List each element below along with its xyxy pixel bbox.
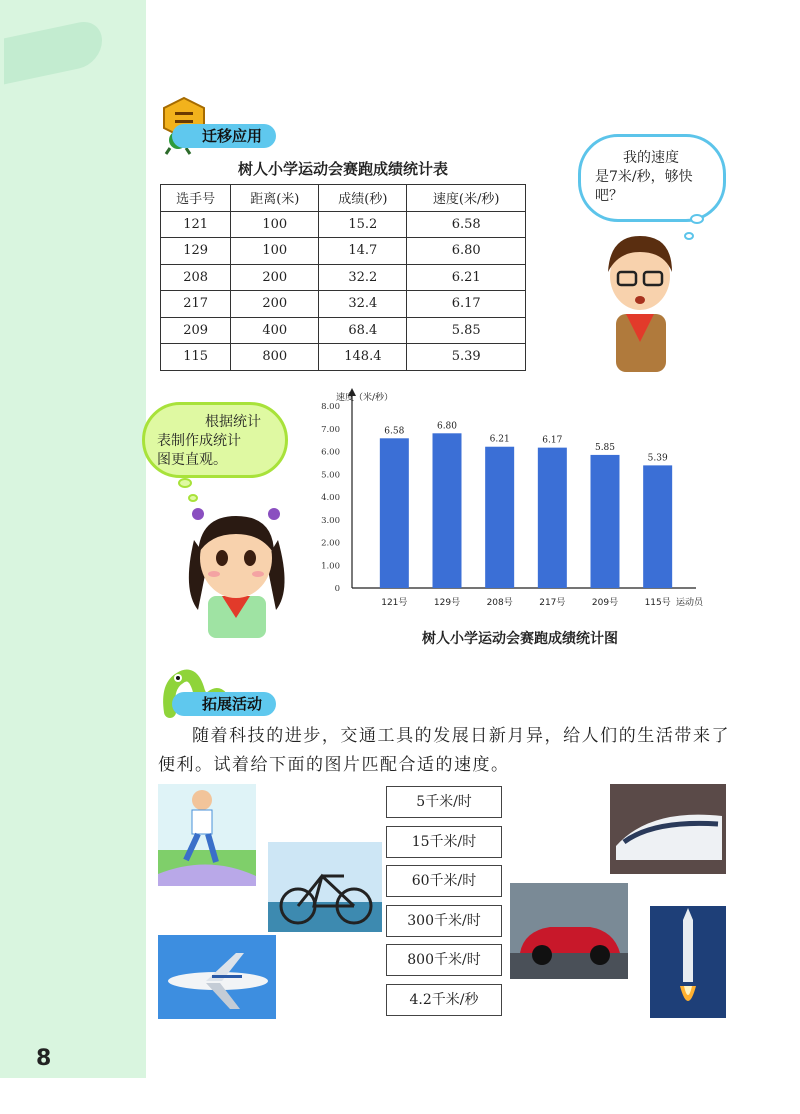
side-tab-decoration <box>4 18 102 85</box>
section-badge-transfer: 迁移应用 <box>172 124 276 148</box>
table-cell: 6.80 <box>407 238 526 265</box>
bubble-line: 表制作成统计 <box>157 433 241 449</box>
bubble-line: 吧？ <box>595 188 623 204</box>
bar-value-label: 5.39 <box>647 453 668 464</box>
table-cell: 5.39 <box>407 344 526 371</box>
speed-option[interactable]: 4.2千米/秒 <box>386 984 502 1016</box>
table-cell: 217 <box>161 291 231 318</box>
x-tick-label: 217号 <box>539 598 566 608</box>
table-cell: 100 <box>231 211 319 238</box>
x-tick-label: 129号 <box>433 598 461 608</box>
speed-option[interactable]: 60千米/时 <box>386 865 502 897</box>
bubble-line: 根据统计 <box>205 414 261 430</box>
bar <box>485 447 514 588</box>
y-axis-label: 速度（米/秒） <box>336 393 394 403</box>
table-title: 树人小学运动会赛跑成绩统计表 <box>237 160 448 178</box>
y-tick-label: 8.00 <box>321 402 340 412</box>
table-row <box>161 211 526 238</box>
header-cell: 距离(米) <box>231 185 319 212</box>
activity-paragraph: 随着科技的进步，交通工具的发展日新月异，给人们的生活带来了便利。试着给下面的图片匹配合适的速度。 <box>158 726 730 775</box>
bar-chart <box>300 374 704 626</box>
header-cell: 速度(米/秒) <box>407 185 526 212</box>
y-tick-label: 0 <box>334 584 340 594</box>
bubble-line: 我的速度 <box>623 150 679 166</box>
boy-speech-bubble <box>578 134 726 222</box>
bar-value-label: 6.80 <box>436 421 458 432</box>
y-tick-label: 5.00 <box>321 470 340 481</box>
table-row <box>161 264 526 291</box>
x-tick-label: 121号 <box>381 598 408 608</box>
x-tick-label: 115号 <box>644 598 671 608</box>
girl-character-illustration <box>178 500 298 638</box>
chart-title: 树人小学运动会赛跑成绩统计图 <box>422 631 618 647</box>
speed-option[interactable]: 5千米/时 <box>386 786 502 818</box>
y-tick-label: 4.00 <box>321 493 340 503</box>
table-row <box>161 238 526 265</box>
bar <box>433 433 462 588</box>
table-row <box>161 291 526 318</box>
x-tick-label: 208号 <box>486 598 513 608</box>
y-tick-label: 6.00 <box>321 447 340 458</box>
table-cell: 68.4 <box>319 317 407 344</box>
table-cell: 6.58 <box>407 211 526 238</box>
thought-dot <box>690 214 704 224</box>
table-cell: 32.2 <box>319 264 407 291</box>
table-cell: 100 <box>231 238 319 265</box>
page-number: 8 <box>36 1046 52 1071</box>
x-tick-label: 209号 <box>591 598 619 608</box>
bar <box>380 438 409 588</box>
header-cell: 成绩(秒) <box>319 185 407 212</box>
bar <box>643 465 672 588</box>
table-cell: 148.4 <box>319 344 407 371</box>
table-cell: 6.21 <box>407 264 526 291</box>
table-header-row <box>161 185 526 212</box>
y-tick-label: 7.00 <box>321 424 340 435</box>
table-cell: 32.4 <box>319 291 407 318</box>
table-cell: 5.85 <box>407 317 526 344</box>
bubble-line: 图更直观。 <box>157 452 227 468</box>
bubble-line: 是7米/秒，够快 <box>595 169 693 185</box>
x-axis-label: 运动员 <box>676 598 704 608</box>
table-cell: 200 <box>231 291 319 318</box>
y-tick-label: 1.00 <box>321 561 340 572</box>
rocket-photo[interactable] <box>650 906 726 1018</box>
bar <box>538 448 567 588</box>
girl-speech-bubble <box>142 402 288 478</box>
table-cell: 6.17 <box>407 291 526 318</box>
table-row <box>161 317 526 344</box>
speed-option[interactable]: 800千米/时 <box>386 944 502 976</box>
high-speed-train-photo[interactable] <box>610 784 726 874</box>
bar-value-label: 6.58 <box>384 426 405 437</box>
bar-value-label: 6.17 <box>542 435 563 446</box>
table-cell: 129 <box>161 238 231 265</box>
speed-option[interactable]: 300千米/时 <box>386 905 502 937</box>
thought-dot <box>684 232 694 240</box>
table-cell: 200 <box>231 264 319 291</box>
table-cell: 800 <box>231 344 319 371</box>
table-cell: 15.2 <box>319 211 407 238</box>
table-cell: 400 <box>231 317 319 344</box>
page-side-band <box>0 0 146 1078</box>
y-tick-label: 2.00 <box>321 538 340 549</box>
bar-value-label: 5.85 <box>594 442 616 453</box>
stats-table <box>160 184 526 371</box>
table-cell: 115 <box>161 344 231 371</box>
speed-option[interactable]: 15千米/时 <box>386 826 502 858</box>
bicycle-photo[interactable] <box>268 842 382 932</box>
table-cell: 14.7 <box>319 238 407 265</box>
runner-photo[interactable] <box>158 784 256 886</box>
table-row <box>161 344 526 371</box>
table-cell: 121 <box>161 211 231 238</box>
car-photo[interactable] <box>510 883 628 979</box>
bar-value-label: 6.21 <box>489 434 510 445</box>
table-cell: 208 <box>161 264 231 291</box>
y-tick-label: 3.00 <box>321 515 340 526</box>
thought-dot <box>178 478 192 488</box>
airplane-photo[interactable] <box>158 935 276 1019</box>
table-cell: 209 <box>161 317 231 344</box>
boy-character-illustration <box>598 222 682 372</box>
bar <box>591 455 620 588</box>
section-badge-extension: 拓展活动 <box>172 692 276 716</box>
header-cell: 选手号 <box>161 185 231 212</box>
